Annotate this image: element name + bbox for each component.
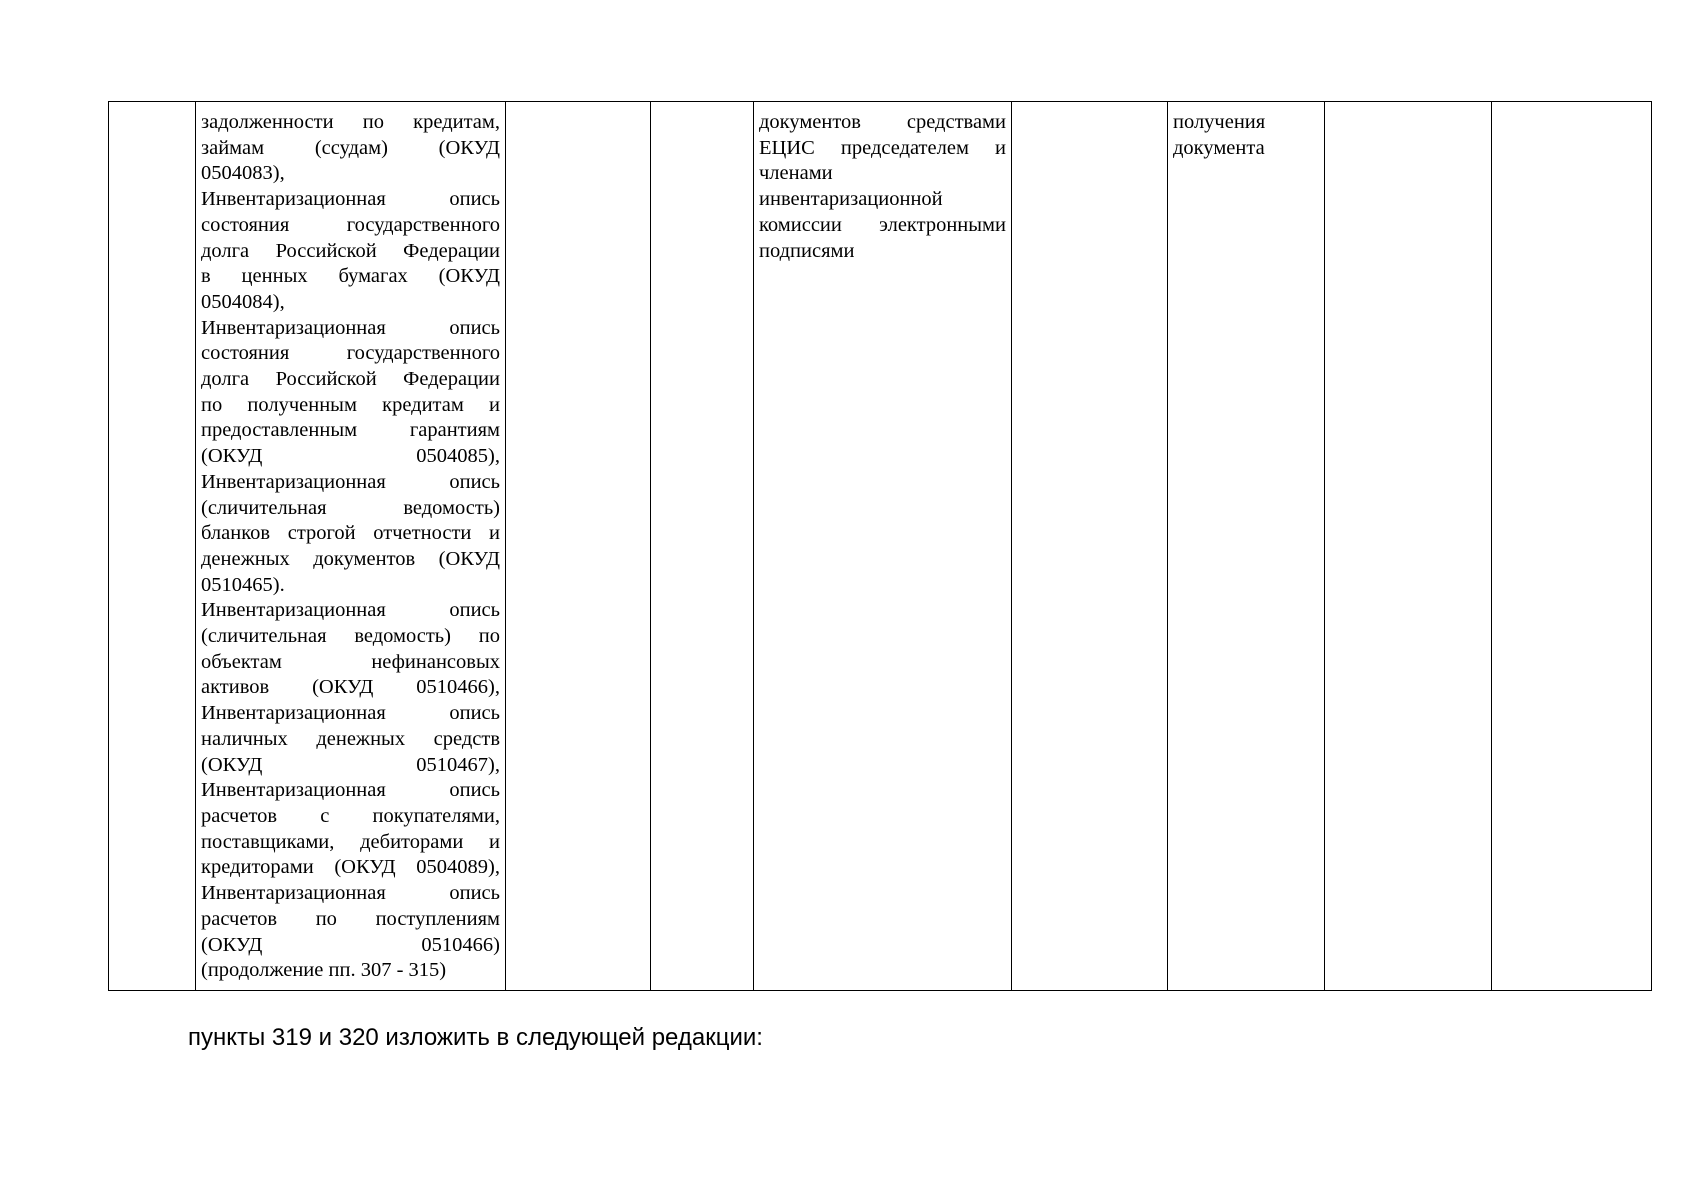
cell-9 [1492, 102, 1652, 991]
cell-8 [1325, 102, 1492, 991]
text-line: объектам нефинансовых [201, 650, 500, 673]
text-line: (сличительная ведомость) [201, 496, 500, 519]
text-line: Инвентаризационная опись [201, 599, 500, 622]
amendment-instruction: пункты 319 и 320 изложить в следующей редакции: [188, 1024, 763, 1051]
text-line: ЕЦИС председателем и [759, 136, 1006, 159]
text-line: Инвентаризационная опись [201, 470, 500, 493]
text-line: 0510465). [201, 573, 285, 596]
text-line: (сличительная ведомость) по [201, 625, 500, 648]
cell-3 [506, 102, 651, 991]
text-line: расчетов по поступлениям [201, 907, 500, 930]
text-line: (ОКУД 0504085), [201, 445, 500, 468]
cell-6 [1012, 102, 1168, 991]
text-line: задолженности по кредитам, [201, 111, 500, 133]
text-line: получения [1173, 111, 1266, 133]
cell-receipt [1168, 102, 1325, 991]
text-line: кредиторами (ОКУД 0504089), [201, 856, 500, 879]
text-line: (продолжение пп. 307 - 315) [201, 959, 447, 982]
text-line: состояния государственного [201, 342, 500, 365]
text-line: займам (ссудам) (ОКУД [201, 136, 500, 159]
cell-number [109, 102, 196, 991]
document-list-text [201, 110, 500, 984]
text-line: Инвентаризационная опись [201, 702, 500, 725]
text-line: денежных документов (ОКУД [201, 547, 500, 570]
text-line: долга Российской Федерации [201, 368, 500, 391]
text-line: бланков строгой отчетности и [201, 522, 500, 545]
text-line: членами [759, 162, 833, 185]
text-line: подписями [759, 239, 855, 262]
text-line: комиссии электронными [759, 213, 1006, 236]
text-line: документов средствами [759, 111, 1006, 133]
receipt-text [1173, 110, 1319, 161]
text-line: расчетов с покупателями, [201, 804, 500, 827]
text-line: в ценных бумагах (ОКУД [201, 265, 500, 288]
signing-method-text [759, 110, 1006, 264]
text-line: (ОКУД 0510467), [201, 753, 500, 776]
cell-signing-method [754, 102, 1012, 991]
text-line: предоставленным гарантиям [201, 419, 500, 442]
cell-document-list [196, 102, 506, 991]
continuation-table [108, 101, 1652, 991]
text-line: наличных денежных средств [201, 727, 500, 750]
text-line: долга Российской Федерации [201, 239, 500, 262]
text-line: документа [1173, 136, 1265, 159]
text-line: Инвентаризационная опись [201, 779, 500, 802]
text-line: инвентаризационной [759, 188, 943, 211]
text-line: по полученным кредитам и [201, 393, 500, 416]
table-row [109, 102, 1652, 991]
text-line: 0504084), [201, 290, 285, 313]
text-line: поставщиками, дебиторами и [201, 830, 500, 853]
text-line: Инвентаризационная опись [201, 882, 500, 905]
text-line: состояния государственного [201, 213, 500, 236]
text-line: активов (ОКУД 0510466), [201, 676, 500, 699]
text-line: 0504083), [201, 162, 285, 185]
text-line: Инвентаризационная опись [201, 188, 500, 211]
cell-4 [651, 102, 754, 991]
text-line: (ОКУД 0510466) [201, 933, 500, 956]
text-line: Инвентаризационная опись [201, 316, 500, 339]
